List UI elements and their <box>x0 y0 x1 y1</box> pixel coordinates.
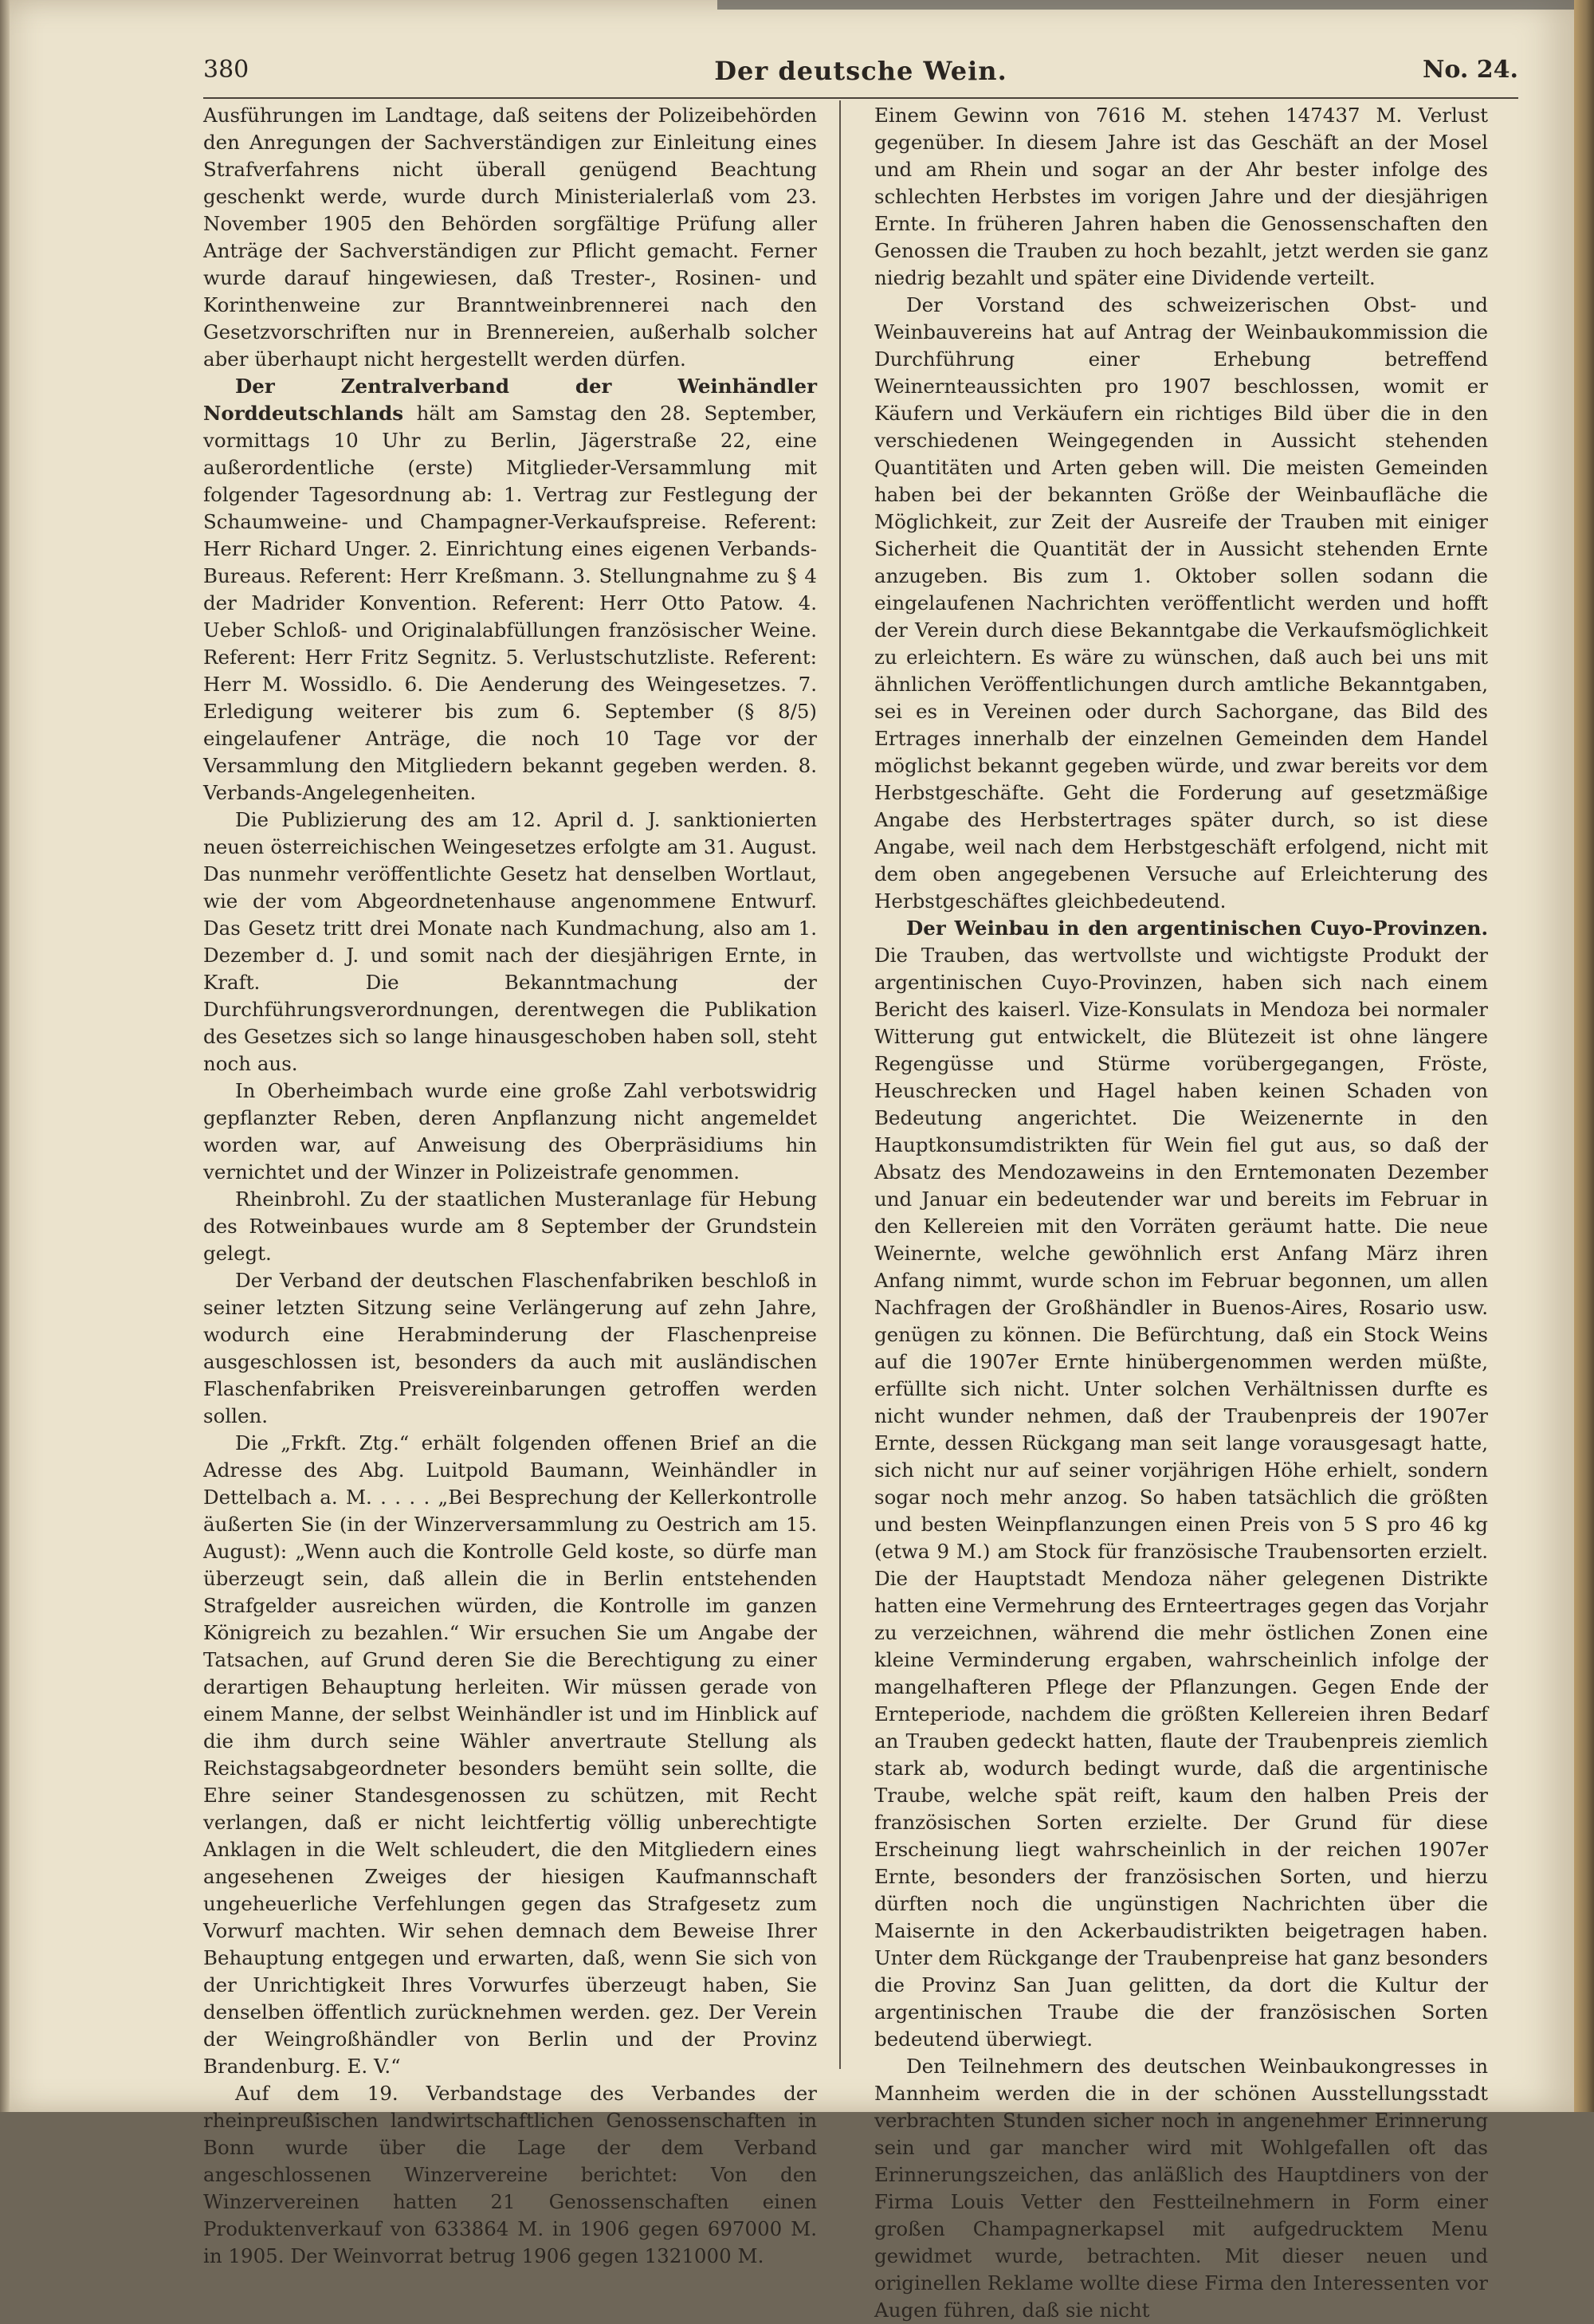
paragraph-6: Der Verband der deutschen Flaschenfabriken beschloß in seiner letzten Sitzung seine Verlängerung auf zehn Jahre, wodurch eine Herabminderung der Flaschenpreise ausgeschlossen ist, besonders da auch mit ausländischen Flaschenfabriken Preisvereinbarungen getroffen werden sollen. <box>203 1269 817 1427</box>
page-header <box>203 56 1518 96</box>
paragraph-4: Den Teilnehmern des deutschen Weinbaukongresses in Mannheim werden die in der schönen Ausstellungsstadt verbrachten Stunden sicher noch in angenehmer Erinnerung sein und gar mancher wird mit Wohlgefallen oft das Erinnerungszeichen, das anläßlich des Hauptdiners von der Firma Louis Vetter den Festteilnehmern in Form einer großen Champagnerkapsel mit aufgedrucktem Menu gewidmet wurde, betrachten. Mit dieser neuen und originellen Reklame wollte diese Firma den Interessenten vor Augen führen, daß sie nicht <box>874 2055 1488 2322</box>
issue-number: No. 24. <box>1423 56 1518 84</box>
column-divider <box>839 100 841 2069</box>
headline: Der Zentralverband der Weinhändler Norddeutschlands <box>203 375 817 425</box>
headline: Der Weinbau in den argentinischen Cuyo-Provinzen. <box>906 917 1488 940</box>
paragraph-3: Der Weinbau in den argentinischen Cuyo-Provinzen. Die Trauben, das wertvollste und wichtigste Produkt der argentinischen Cuyo-Provinzen, haben sich nach einem Bericht des kaiserl. Vize-Konsulats in Mendoza bei normaler Witterung gut entwickelt, die Blütezeit ist ohne längere Regengüsse und Stürme vorübergegangen, Fröste, Heuschrecken und Hagel haben keinen Schaden von Bedeutung angerichtet. Die Weizenernte in den Hauptkonsumdistrikten für Wein fiel gut aus, so daß der Absatz des Mendozaweins in den Erntemonaten Dezember und Januar ein bedeutender war und bereits im Februar in den Kellereien mit den Vorräten geräumt hatte. Die neue Weinernte, welche gewöhnlich erst Anfang März ihren Anfang nimmt, wurde schon im Februar begonnen, um allen Nachfragen der Großhändler in Buenos-Aires, Rosario usw. genügen zu können. Die Befürchtung, daß ein Stock Weins auf die 1907er Ernte hinübergenommen werden müßte, erfüllte sich nicht. Unter solchen Verhältnissen durfte es nicht wunder nehmen, daß der Traubenpreis der 1907er Ernte, dessen Rückgang man seit lange vorausgesagt hatte, sich nicht nur auf seiner vorjährigen Höhe erhielt, sondern sogar noch mehr anzog. So haben tatsächlich die größten und besten Weinpflanzungen einen Preis von 5 S pro 46 kg (etwa 9 M.) am Stock für französische Traubensorten erzielt. Die der Hauptstadt Mendoza näher gelegenen Distrikte hatten eine Vermehrung des Ernteertrages gegen das Vorjahr zu verzeichnen, während die mehr östlichen Zonen eine kleine Verminderung ergaben, wahrscheinlich infolge der mangelhafteren Pflege der Pflanzungen. Gegen Ende der Ernteperiode, nachdem die größten Kellereien ihren Bedarf an Trauben gedeckt hatten, flaute der Traubenpreis ziemlich stark ab, wodurch bedingt wurde, daß die argentinische Traube, welche spät reift, kaum den halben Preis der französischen Sorten erzielte. Der Grund für diese Erscheinung liegt wahrscheinlich in der reichen 1907er Ernte, besonders der französischen Sorten, und hierzu dürften noch die ungünstigen Nachrichten über die Maisernte in den Ackerbaudistrikten beigetragen haben. Unter dem Rückgange der Traubenpreise hat ganz besonders die Provinz San Juan gelitten, da dort die Kultur der argentinischen Traube die der französischen Sorten bedeutend überwiegt. <box>874 917 1488 2051</box>
paragraph-8: Auf dem 19. Verbandstage des Verbandes der rheinpreußischen landwirtschaftlichen Genossenschaften in Bonn wurde über die Lage der dem Verband angeschlossenen Winzervereine berichtet: Von den Winzervereinen hatten 21 Genossenschaften einen Produktenverkauf von 633864 M. in 1906 gegen 697000 M. in 1905. Der Weinvorrat betrug 1906 gegen 1321000 M. <box>203 2082 817 2267</box>
top-edge-strip <box>717 0 1594 10</box>
page-number: 380 <box>203 56 249 84</box>
paragraph-7: Die „Frkft. Ztg.“ erhält folgenden offenen Brief an die Adresse des Abg. Luitpold Baumann, Weinhändler in Dettelbach a. M. . . . . „Bei Besprechung der Kellerkontrolle äußerten Sie (in der Winzerversammlung zu Oestrich am 15. August): „Wenn auch die Kontrolle Geld koste, so dürfe man überzeugt sein, daß allein die in Berlin entstehenden Strafgelder ausreichen würden, die Kontrolle im ganzen Königreich zu bezahlen.“ Wir ersuchen Sie um Angabe der Tatsachen, auf Grund deren Sie die Berechtigung zu einer derartigen Behauptung herleiten. Wir müssen gerade von einem Manne, der selbst Weinhändler ist und im Hinblick auf die ihm durch seine Wähler anvertraute Stellung als Reichstagsabgeordneter besonders bemüht sein sollte, die Ehre seiner Standesgenossen zu schützen, mit Recht verlangen, daß er nicht leichtfertig völlig unberechtigte Anklagen in die Welt schleudert, die den Mitgliedern eines angesehenen Zweiges der hiesigen Kaufmannschaft ungeheuerliche Verfehlungen gegen das Strafgesetz zum Vorwurf machten. Wir sehen demnach dem Beweise Ihrer Behauptung entgegen und erwarten, daß, wenn Sie sich von der Unrichtigkeit Ihres Vorwurfes überzeugt haben, Sie denselben öffentlich zurücknehmen werden. gez. Der Verein der Weingroßhändler von Berlin und der Provinz Brandenburg. E. V.“ <box>203 1431 817 2078</box>
binding-right-edge <box>1574 0 1594 2112</box>
paragraph-1: Einem Gewinn von 7616 M. stehen 147437 M. Verlust gegenüber. In diesem Jahre ist das Geschäft an der Mosel und am Rhein und sogar an der Ahr bester infolge des schlechten Herbstes im vorigen Jahre und der diesjährigen Ernte. In früheren Jahren haben die Genossenschaften den Genossen die Trauben zu hoch bezahlt, jetzt werden sie ganz niedrig bezahlt und später eine Dividende verteilt. <box>874 104 1488 289</box>
journal-title: Der deutsche Wein. <box>714 56 1007 86</box>
binding-left-edge <box>0 0 10 2112</box>
paragraph-2: Der Vorstand des schweizerischen Obst- und Weinbauvereins hat auf Antrag der Weinbaukommission die Durchführung einer Erhebung betreffend Weinernteaussichten pro 1907 beschlossen, womit er Käufern und Verkäufern ein richtiges Bild über die in den verschiedenen Weingegenden in Aussicht stehenden Quantitäten und Arten geben will. Die meisten Gemeinden haben bei der bekannten Größe der Weinbaufläche die Möglichkeit, zur Zeit der Ausreife der Trauben mit einiger Sicherheit die Quantität der in Aussicht stehenden Ernte anzugeben. Bis zum 1. Oktober sollen sodann die eingelaufenen Nachrichten veröffentlicht werden und hofft der Verein durch diese Bekanntgabe die Verkaufsmöglichkeit zu erleichtern. Es wäre zu wünschen, daß auch bei uns mit ähnlichen Veröffentlichungen durch amtliche Bekanntgaben, sei es in Vereinen oder durch Sachorgane, das Bild des Ertrages innerhalb der einzelnen Gemeinden dem Handel möglichst bekannt gegeben würde, und zwar bereits vor dem Herbstgeschäfte. Geht die Forderung auf gesetzmäßige Angabe des Herbstertrages später durch, so ist diese Angabe, weil nach dem Herbstgeschäft erfolgend, nicht mit dem oben angegebenen Versuche auf Erleichterung des Herbstgeschäftes gleichbedeutend. <box>874 293 1488 913</box>
header-rule <box>203 97 1518 99</box>
right-column <box>874 102 1488 2322</box>
paragraph-1: Ausführungen im Landtage, daß seitens der Polizeibehörden den Anregungen der Sachverständigen zur Einleitung eines Strafverfahrens nicht überall genügend Beachtung geschenkt werde, wurde durch Ministerialerlaß vom 23. November 1905 den Behörden sorgfältige Prüfung aller Anträge der Sachverständigen zur Pflicht gemacht. Ferner wurde darauf hingewiesen, daß Trester-, Rosinen- und Korinthenweine zur Branntweinbrennerei nach den Gesetzvorschriften nur in Brennereien, außerhalb solcher aber überhaupt nicht hergestellt werden dürfen. <box>203 104 817 371</box>
paragraph-5: Rheinbrohl. Zu der staatlichen Musteranlage für Hebung des Rotweinbaues wurde am 8 September der Grundstein gelegt. <box>203 1188 817 1265</box>
left-column <box>203 102 817 2267</box>
paragraph-2: Der Zentralverband der Weinhändler Norddeutschlands hält am Samstag den 28. September, vormittags 10 Uhr zu Berlin, Jägerstraße 22, eine außerordentliche (erste) Mitglieder-Versammlung mit folgender Tagesordnung ab: 1. Vertrag zur Festlegung der Schaumweine- und Champagner-Verkaufspreise. Referent: Herr Richard Unger. 2. Einrichtung eines eigenen Verbands-Bureaus. Referent: Herr Kreßmann. 3. Stellungnahme zu § 4 der Madrider Konvention. Referent: Herr Otto Patow. 4. Ueber Schloß- und Originalabfüllungen französischer Weine. Referent: Herr Fritz Segnitz. 5. Verlustschutzliste. Referent: Herr M. Wossidlo. 6. Die Aenderung des Weingesetzes. 7. Erledigung weiterer bis zum 6. September (§ 8/5) eingelaufener Anträge, die noch 10 Tage vor der Versammlung den Mitgliedern bekannt gegeben werden. 8. Verbands-Angelegenheiten. <box>203 375 817 804</box>
paragraph-4: In Oberheimbach wurde eine große Zahl verbotswidrig gepflanzter Reben, deren Anpflanzung nicht angemeldet worden war, auf Anweisung des Oberpräsidiums hin vernichtet und der Winzer in Polizeistrafe genommen. <box>203 1079 817 1184</box>
paragraph-3: Die Publizierung des am 12. April d. J. sanktionierten neuen österreichischen Weingesetzes erfolgte am 31. August. Das nunmehr veröffentlichte Gesetz hat denselben Wortlaut, wie der vom Abgeordnetenhause angenommene Entwurf. Das Gesetz tritt drei Monate nach Kundmachung, also am 1. Dezember d. J. und somit nach der diesjährigen Ernte, in Kraft. Die Bekanntmachung der Durchführungsverordnungen, derentwegen die Publikation des Gesetzes sich so lange hinausgeschoben haben soll, steht noch aus. <box>203 808 817 1075</box>
